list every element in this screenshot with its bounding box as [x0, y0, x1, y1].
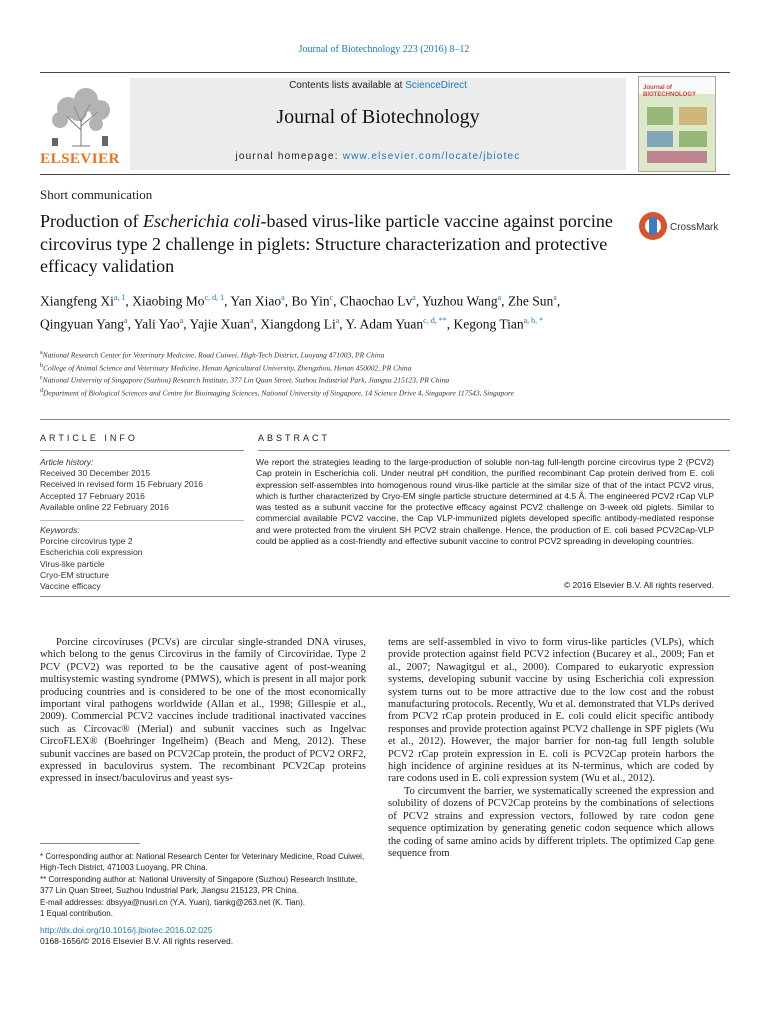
- info-rule: [40, 520, 244, 521]
- history-label: Article history:: [40, 457, 94, 467]
- author-name[interactable]: Xiangdong Li: [260, 316, 336, 332]
- author-affiliation-marker[interactable]: a: [497, 293, 502, 302]
- publisher-wordmark: ELSEVIER: [40, 151, 120, 167]
- history-item: Accepted 17 February 2016: [40, 490, 145, 501]
- footnote: * Corresponding author at: National Research Center for Veterinary Medicine, Road Cuiwei, High-Tech District, 471003 Luoyang, PR China.: [40, 852, 365, 873]
- keyword-item: Escherichia coli expression: [40, 547, 143, 558]
- author-affiliation-marker[interactable]: a, b, *: [523, 316, 544, 325]
- author-name[interactable]: Xiaobing Mo: [132, 293, 205, 309]
- keywords: [40, 525, 244, 592]
- affiliation-key: b: [40, 362, 43, 369]
- author-affiliation-marker[interactable]: a: [335, 316, 340, 325]
- homepage-link[interactable]: www.elsevier.com/locate/jbiotec: [342, 151, 521, 162]
- abstract-text: We report the strategies leading to the large-production of soluble non-tag full-length porcine circovirus type 2 (PCV2) Cap protein in Escherichia coli. Under neutral pH condition, the purified recombinant Cap protein derived from E. coli expression self-assembles into homogenous round virus-like particle at the similar size of that of the intact PCV2 virus, which is further characterized by Cryo-EM single particle structure determined at 4.5 Å. The engineered PCV2 rCap VLP was tested as a subunit vaccine for the protective efficacy against PCV2 challenge on 3-week old piglets. Similar to commercial available PCV2 vaccine, the Cap VLP-immunized piglets developed specific antibody-mediated response and were protected from the virulent SH PCV2 strain challenge. Hence, the production of E. coli based PCV2Cap-VLP could be applied as a cost-friendly and effective subunit vaccine to control PCV2 spreading in developing countries.: [256, 457, 714, 547]
- affiliation-text: National Research Center for Veterinary Medicine, Road Cuiwei, High-Tech District, Luoyang 471003, PR China: [42, 350, 385, 360]
- article-info-heading: ARTICLE INFO: [40, 433, 138, 443]
- cover-title: Journal of BIOTECHNOLOGY: [643, 85, 697, 98]
- keyword-item: Porcine circovirus type 2: [40, 536, 133, 547]
- history-item: Received 30 December 2015: [40, 468, 151, 479]
- author-affiliation-marker[interactable]: a: [124, 316, 128, 325]
- affiliation-text: Department of Biological Sciences and Centre for Bioimaging Sciences, National University of Singapore, 14 Science Drive 4, Singapore 117543, Singapore: [43, 388, 514, 398]
- author-name[interactable]: Yali Yao: [133, 316, 180, 332]
- sciencedirect-link[interactable]: ScienceDirect: [405, 80, 467, 91]
- affiliation-key: c: [40, 375, 43, 382]
- affiliation-item: [40, 386, 640, 399]
- masthead-top-rule: [40, 72, 730, 73]
- author-name[interactable]: Y. Adam Yuan: [345, 316, 424, 332]
- contents-line: [130, 80, 626, 91]
- footnotes: [40, 851, 370, 919]
- cover-image-block: [679, 107, 707, 125]
- keyword-item: Vaccine efficacy: [40, 581, 101, 592]
- author-name[interactable]: Xiangfeng Xi: [40, 293, 114, 309]
- abstract-heading: ABSTRACT: [258, 433, 331, 443]
- body-paragraph: tems are self-assembled in vivo to form virus-like particles (VLPs), which provide protection against field PCV2 infection (Bucarey et al., 2009; Fan et al., 2007; Nawagitgul et al., 2000). Compared to eukaryotic expression systems, developing subunit vaccine by using Escherichia coli expression system turns out to be more attractive due to the low cost and the robust manufacturing protocols. Recently, Wu et al. demonstrated that VLPs derived from PCV2 rCap protein produced in E. coli could elicit specific antibody responses and provide protection against PCV2 challenge in SPF piglets (Wu et al., 2012). However, the major barrier for non-tag full length soluble PCV2 rCap protein expression in E. coli is PCV2Cap protein harbors the high incidence of arginine residues at its N-terminus, which are coded by rare codons used in E. coli expression system (Wu et al., 2012).: [388, 637, 714, 785]
- author-name[interactable]: Qingyuan Yang: [40, 316, 125, 332]
- author-list: Xiangfeng Xi$^{a, 1}$, Xiaobing Mo$^{c, d, 1}$, Yan Xiao$^a$, Bo Yin$^c$, Chaochao Lv$^a$, Yuzhou Wang$^a$, Zhe Sun$^a$, Qingyuan Yang$^a$, Yali Yao$^a$, Yajie Xuan$^a$, Xiangdong Li$^a$, Y. Adam Yuan$^{c, d, **}$, Kegong Tian$^{a, b, *}$: [40, 293, 561, 332]
- keywords-label: Keywords:: [40, 525, 80, 535]
- crossmark-label[interactable]: CrossMark: [670, 222, 719, 233]
- author-affiliation-marker[interactable]: a: [179, 316, 184, 325]
- author-affiliation-marker[interactable]: c, d, 1: [204, 293, 225, 302]
- article-title: [40, 210, 630, 278]
- article-type: Short communication: [40, 187, 153, 202]
- author-name[interactable]: Yajie Xuan: [189, 316, 251, 332]
- affiliation-key: d: [40, 388, 43, 395]
- homepage-line: [130, 151, 626, 162]
- cover-image-block: [679, 131, 707, 147]
- affiliation-text: College of Animal Science and Veterinary Medicine, Henan Agricultural University, Zhengzhou, Henan 450002, PR China: [43, 363, 412, 373]
- contents-prefix: Contents lists available at: [289, 80, 406, 91]
- author-name[interactable]: Bo Yin: [291, 293, 330, 309]
- body-paragraph: To circumvent the barrier, we systematically screened the expression and solubility of dozens of PCV2Cap proteins by the combinations of selections of PCV2 strains and expression vectors, followed by rare codon gene sequence optimization by generating genetic codon sequence which allows the coding of same amino acids by different triplets. The optimized Cap gene sequence from: [388, 785, 714, 859]
- keyword-item: Virus-like particle: [40, 558, 105, 569]
- author-affiliation-marker[interactable]: a: [250, 316, 254, 325]
- article-history: [40, 457, 244, 513]
- author-affiliation-marker[interactable]: c, d, **: [423, 316, 447, 325]
- cover-image-block: [647, 107, 673, 125]
- affiliation-item: [40, 361, 640, 374]
- history-item: Received in revised form 15 February 2016: [40, 479, 203, 490]
- footnote: E-mail addresses: dbsyya@nusri.cn (Y.A. Yuan), tiankg@263.net (K. Tian).: [40, 897, 305, 907]
- author-affiliation-marker[interactable]: a: [553, 293, 557, 302]
- author-name[interactable]: Zhe Sun: [507, 293, 554, 309]
- author-affiliation-marker[interactable]: c: [329, 293, 334, 302]
- cover-image-block: [647, 131, 673, 147]
- title-part1: Production of: [40, 211, 143, 231]
- author-name[interactable]: Yan Xiao: [230, 293, 282, 309]
- title-italic: Escherichia coli: [143, 211, 261, 231]
- affiliation-item: [40, 373, 640, 386]
- body-paragraph: Porcine circoviruses (PCVs) are circular single-stranded DNA viruses, which belong to the genus Circovirus in the family of Circoviridae. Type 2 PCV (PCV2) was reported to be the causative agent of post-weaning multisystemic wasting syndrome (PMWS), which is present in all major pork producing countries and is considered to be one of the most economically important viral pathogens worldwide (Allan et al., 1998; Gillespie et al., 2009). Commercial PCV2 vaccines include traditional inactivated vaccines such as Circovac® (Merial) and subunit vaccines such as Ingelvac CircoFLEX® (Boehringer Ingelheim) (Beach and Meng, 2012). These subunit vaccines are based on PCV2Cap protein, the product of PCV2 ORF2, expressed in baculovirus system. The recombinant PCV2Cap proteins expressed in insect/baculovirus and yeast sys-: [40, 637, 366, 785]
- abstract-copyright: © 2016 Elsevier B.V. All rights reserved.: [563, 580, 714, 590]
- affiliation-list: [40, 348, 640, 399]
- author-name[interactable]: Chaochao Lv: [339, 293, 413, 309]
- keyword-item: Cryo-EM structure: [40, 569, 109, 580]
- author-affiliation-marker[interactable]: a, 1: [113, 293, 126, 302]
- journal-citation[interactable]: Journal of Biotechnology 223 (2016) 8–12: [298, 44, 470, 55]
- title-part2: -based virus-like particle vaccine against porcine circovirus type 2 challenge in piglets: Structure characterization and protective efficacy validation: [40, 211, 613, 276]
- footnote-rule: [40, 843, 140, 844]
- info-rule: [40, 450, 244, 451]
- issn-line: 0168-1656/© 2016 Elsevier B.V. All rights reserved.: [40, 936, 234, 947]
- author-name[interactable]: Kegong Tian: [453, 316, 524, 332]
- body-column-left: [40, 637, 366, 786]
- homepage-prefix: journal homepage:: [235, 151, 343, 162]
- section-rule: [40, 596, 730, 597]
- author-affiliation-marker[interactable]: a: [412, 293, 416, 302]
- footnote: 1 Equal contribution.: [40, 909, 113, 919]
- cover-image-block: [647, 151, 707, 163]
- affiliation-text: National University of Singapore (Suzhou) Research Institute, 377 Lin Quan Street, Suzhou Industrial Park, Jiangsu 215123, PR China: [42, 375, 450, 385]
- journal-name: Journal of Biotechnology: [276, 106, 480, 128]
- crossmark-icon[interactable]: [638, 211, 668, 241]
- doi-link[interactable]: http://dx.doi.org/10.1016/j.jbiotec.2016.02.025: [40, 925, 213, 935]
- affiliation-key: a: [40, 350, 43, 356]
- footnote: ** Corresponding author at: National University of Singapore (Suzhou) Research Institute, 377 Lin Quan Street, Suzhou Industrial Park, Jiangsu 215123, PR China.: [40, 874, 358, 896]
- section-rule: [40, 419, 730, 420]
- doi-block: [40, 925, 233, 948]
- masthead-bottom-rule: [40, 174, 730, 175]
- affiliation-item: [40, 348, 640, 361]
- author-name[interactable]: Yuzhou Wang: [422, 293, 498, 309]
- author-affiliation-marker[interactable]: a: [281, 293, 285, 302]
- body-column-right: [388, 637, 714, 860]
- history-item: Available online 22 February 2016: [40, 501, 169, 512]
- journal-cover-thumbnail[interactable]: [638, 76, 716, 172]
- abstract-rule: [258, 450, 730, 451]
